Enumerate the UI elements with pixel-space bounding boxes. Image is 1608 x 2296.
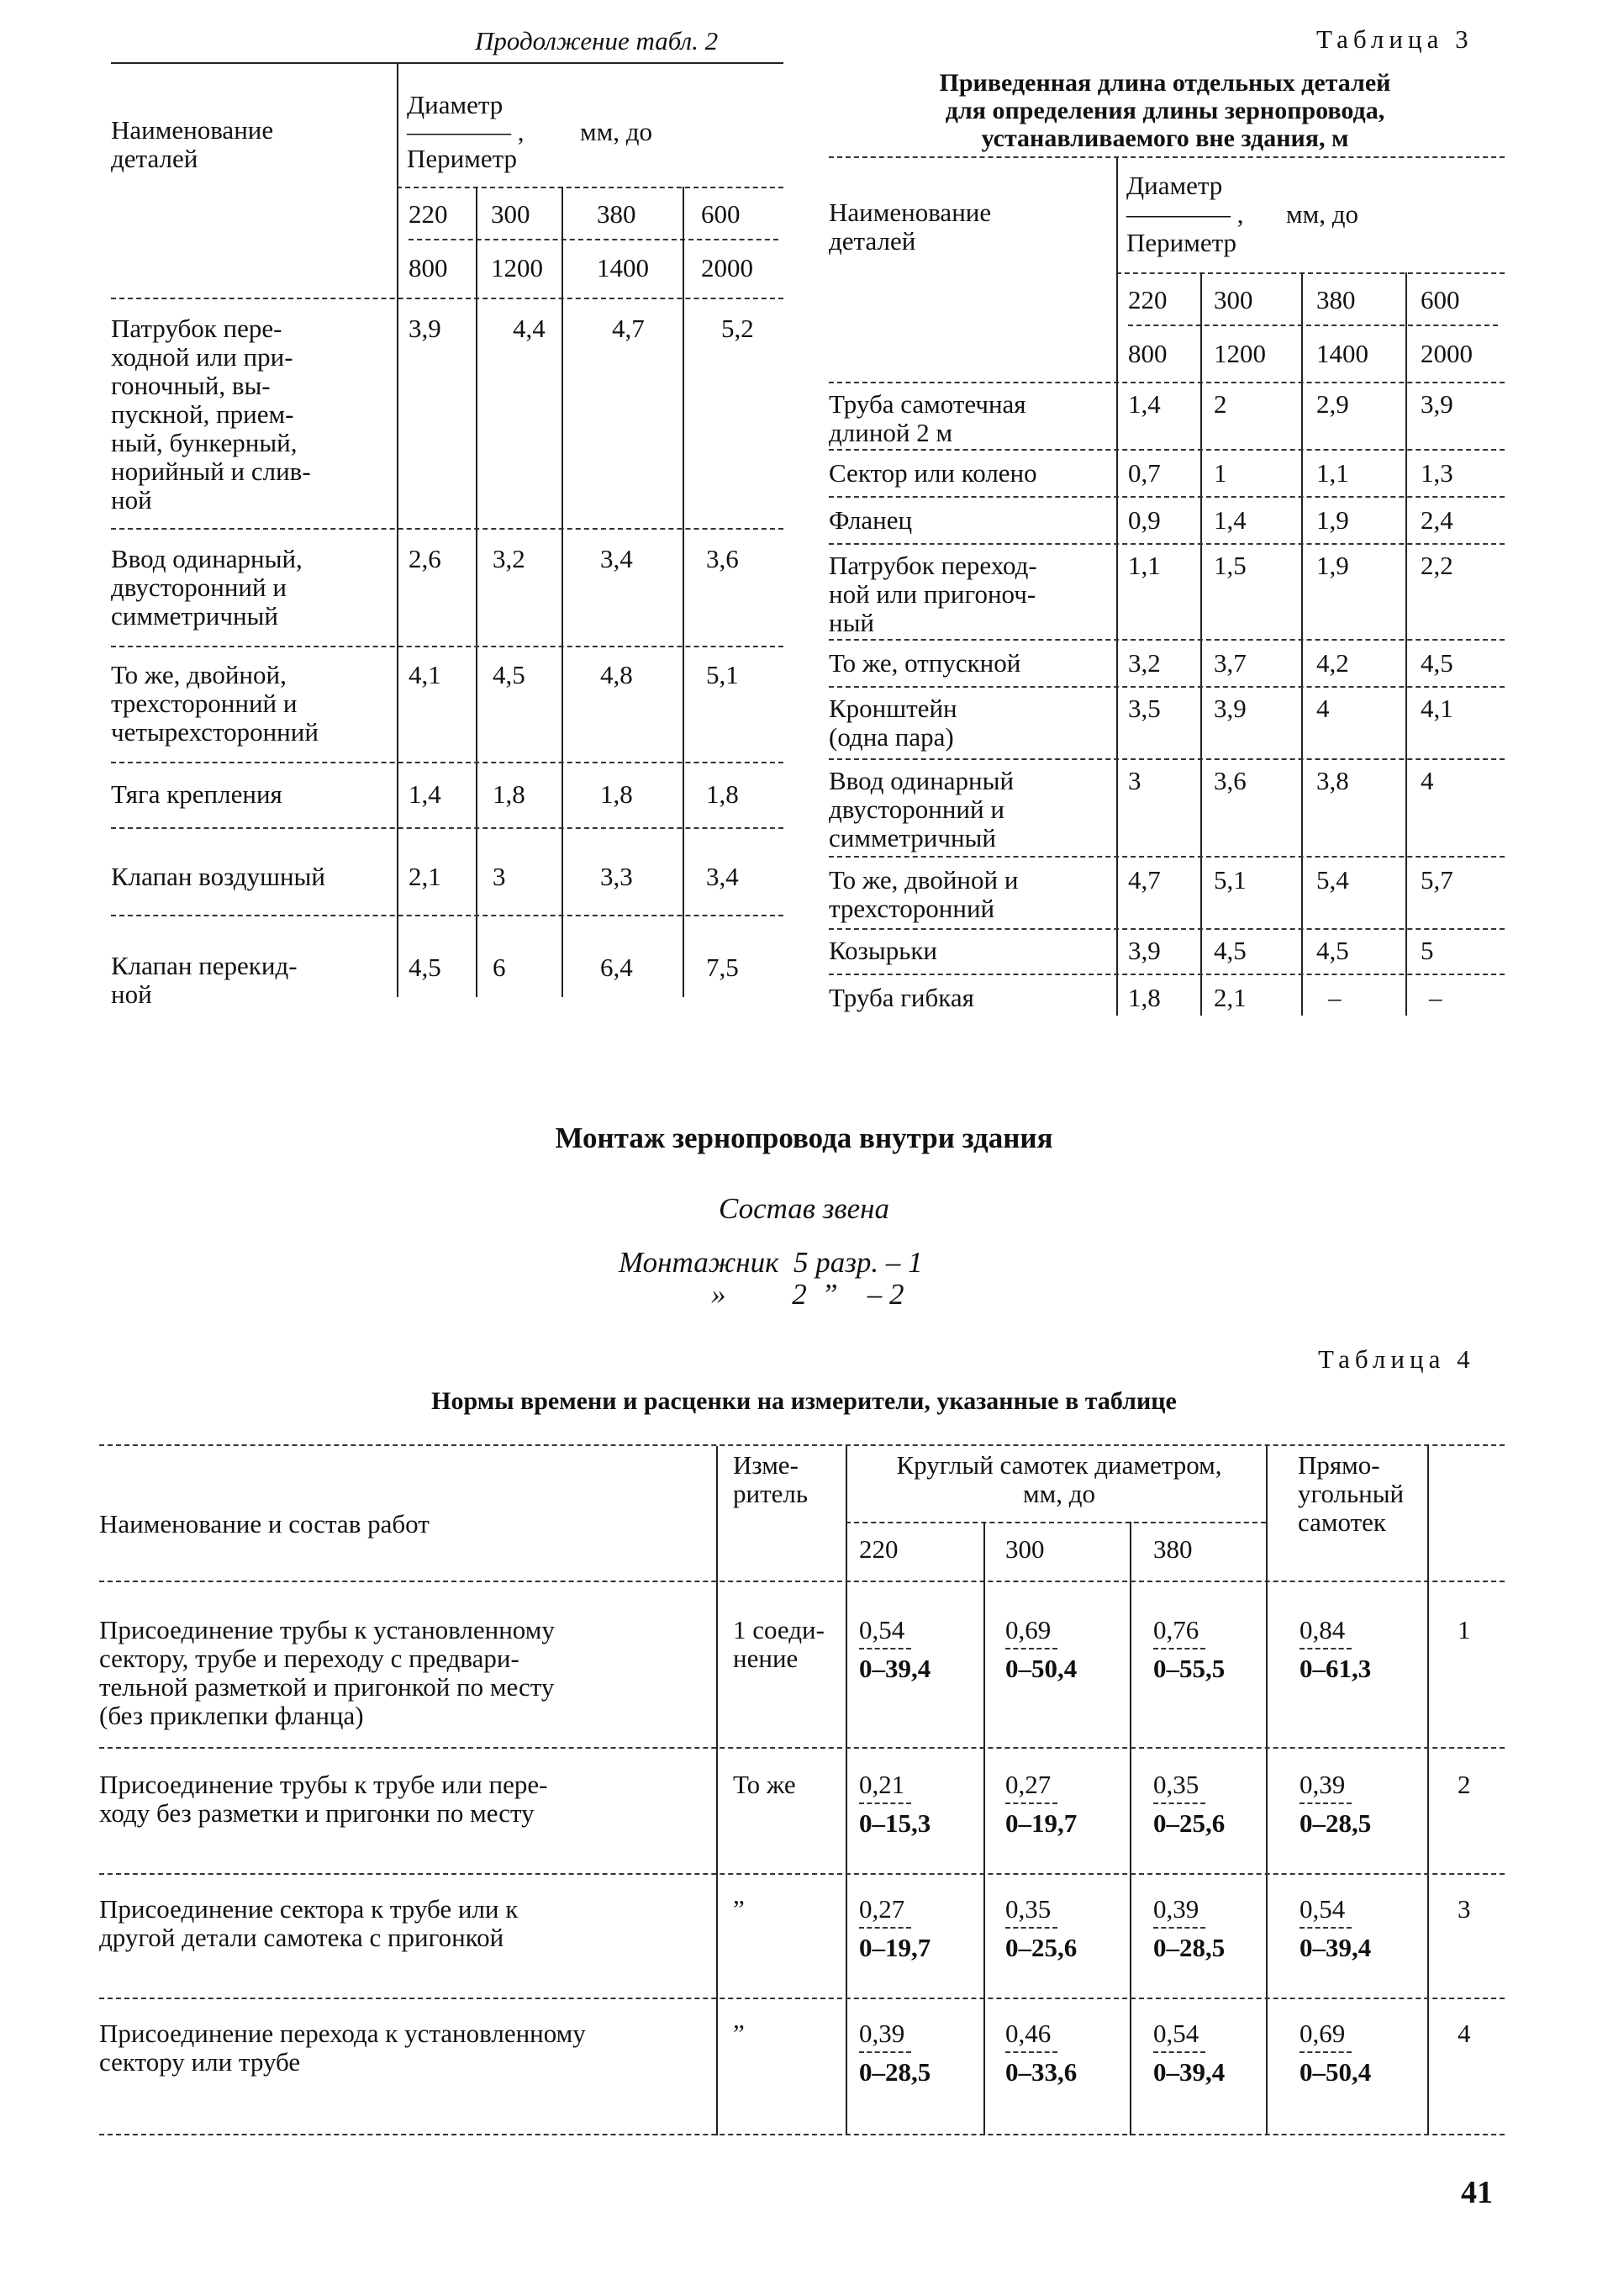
table2-row-sep xyxy=(111,915,783,916)
fraction-bar xyxy=(1153,1927,1205,1929)
table2-p-2000: 2000 xyxy=(701,253,753,282)
table4-vline-6 xyxy=(1427,1446,1429,2135)
table3-cell: 2,9 xyxy=(1316,389,1349,419)
table2-cell: 5,1 xyxy=(706,660,739,689)
table3-d-380: 380 xyxy=(1316,285,1356,314)
table3-header-rule xyxy=(1116,272,1505,274)
table3-p-1400: 1400 xyxy=(1316,339,1368,368)
table3-cell: 4,2 xyxy=(1316,648,1349,678)
table2-perimeter-label: Периметр xyxy=(407,144,518,173)
table4-row-index: 2 xyxy=(1458,1770,1471,1799)
table3-cell: 4,7 xyxy=(1128,865,1161,895)
table4-vline-1 xyxy=(716,1446,718,2135)
table3-vline-1 xyxy=(1116,158,1118,1016)
table3-row-name: Ввод одинарный двусторонний и симметричный xyxy=(829,766,1015,852)
table2-header-rule xyxy=(397,187,783,188)
table3-cell: 3,9 xyxy=(1421,389,1453,419)
table2-cell: 1,4 xyxy=(409,779,441,809)
table4-diam-380: 380 xyxy=(1153,1534,1193,1564)
table4-row-sep xyxy=(99,1873,1505,1875)
table3-cell: 2,1 xyxy=(1214,983,1247,1012)
table3-p-1200: 1200 xyxy=(1214,339,1266,368)
table4-cell xyxy=(1300,1616,1400,1683)
table2-cell: 1,8 xyxy=(600,779,633,809)
table3-cell: 5,7 xyxy=(1421,865,1453,895)
table3-row-name: Козырьки xyxy=(829,936,937,965)
table3-name-header: Наименование деталей xyxy=(829,198,992,256)
table2-d-380: 380 xyxy=(597,199,636,229)
table3-cell: 1 xyxy=(1214,458,1227,488)
rate: 0–61,3 xyxy=(1300,1654,1372,1683)
table3-row-sep xyxy=(829,758,1505,760)
rate: 0–25,6 xyxy=(1005,1933,1078,1962)
table3-d-300: 300 xyxy=(1214,285,1253,314)
table4-round-header: Круглый самотек диаметром, мм, до xyxy=(896,1450,1222,1508)
table4-row-name: Присоединение сектора к трубе или к другой детали самотека с пригонкой xyxy=(99,1894,519,1952)
table2-row-sep xyxy=(111,762,783,763)
table2-vline-2 xyxy=(476,187,477,997)
fraction-bar xyxy=(859,2051,911,2053)
table3-cell: 3,6 xyxy=(1214,766,1247,795)
table4-cell xyxy=(1005,1616,1106,1683)
table4-cell xyxy=(1153,1895,1254,1962)
table3-cell: 1,8 xyxy=(1128,983,1161,1012)
table2-row-name: Ввод одинарный, двусторонний и симметричный xyxy=(111,544,303,631)
table3-cell: 3,5 xyxy=(1128,694,1161,723)
table3-cell: 2,2 xyxy=(1421,551,1453,580)
crew-title: Состав звена xyxy=(718,1192,889,1225)
rate: 0–15,3 xyxy=(859,1808,931,1838)
table2-diameter-label: Диаметр xyxy=(407,90,503,119)
table4-cell xyxy=(859,1616,960,1683)
table4-cell xyxy=(1153,1771,1254,1838)
table3-row-name: Фланец xyxy=(829,505,913,535)
table3-cell: 1,5 xyxy=(1214,551,1247,580)
rate: 0–55,5 xyxy=(1153,1654,1226,1683)
table3-cell: 4 xyxy=(1421,766,1434,795)
section-heading: Монтаж зернопровода внутри здания xyxy=(555,1122,1053,1154)
table3-row-name: Сектор или колено xyxy=(829,458,1037,488)
table3-cell: – xyxy=(1429,983,1442,1012)
fraction-bar xyxy=(1005,1802,1057,1804)
table4-vline-3 xyxy=(983,1522,985,2135)
table4-row-index: 1 xyxy=(1458,1615,1471,1644)
table2-cell: 5,2 xyxy=(721,314,754,343)
rate: 0–39,4 xyxy=(1153,2057,1226,2087)
norm-time: 0,54 xyxy=(1153,2019,1199,2048)
table3-title: Приведенная длина отдельных деталей для определения длины зернопровода, устанавливаемого вне здания, м xyxy=(939,69,1391,152)
table4-cell xyxy=(1153,1616,1254,1683)
norm-time: 0,21 xyxy=(859,1770,905,1799)
table3-dash: ———— , xyxy=(1126,199,1244,229)
fraction-bar xyxy=(1300,2051,1352,2053)
fraction-bar xyxy=(859,1802,911,1804)
table3-perimeter-label: Периметр xyxy=(1126,228,1237,257)
fraction-bar xyxy=(859,1927,911,1929)
table4-row-unit: 1 соеди- нение xyxy=(733,1615,825,1673)
table2-cell: 7,5 xyxy=(706,953,739,982)
norm-time: 0,39 xyxy=(1153,1894,1199,1924)
table3-vline-2 xyxy=(1200,272,1202,1016)
rate: 0–28,5 xyxy=(1300,1808,1372,1838)
table3-cell: 3,7 xyxy=(1214,648,1247,678)
rate: 0–28,5 xyxy=(859,2057,931,2087)
table3-cell: 2,4 xyxy=(1421,505,1453,535)
table3-d-220: 220 xyxy=(1128,285,1168,314)
table4-cell xyxy=(1300,1895,1400,1962)
table2-cell: 4,5 xyxy=(493,660,525,689)
table3-cell: 1,1 xyxy=(1128,551,1161,580)
table4-header-bottom xyxy=(99,1581,1505,1582)
table4-vline-4 xyxy=(1130,1522,1131,2135)
table3-p-2000: 2000 xyxy=(1421,339,1473,368)
table4-row-sep xyxy=(99,1998,1505,1999)
norm-time: 0,27 xyxy=(859,1894,905,1924)
table4-cell xyxy=(1300,1771,1400,1838)
table3-row-name: Патрубок переход- ной или пригоноч- ный xyxy=(829,551,1037,637)
rate: 0–19,7 xyxy=(859,1933,931,1962)
table4-name-header: Наименование и состав работ xyxy=(99,1509,430,1539)
table3-row-name: То же, двойной и трехсторонний xyxy=(829,865,1019,923)
table2-cell: 1,8 xyxy=(706,779,739,809)
table4-diam-220: 220 xyxy=(859,1534,899,1564)
table4-title: Нормы времени и расценки на измерители, указанные в таблице xyxy=(431,1387,1177,1415)
table3-cell: 4,5 xyxy=(1214,936,1247,965)
table2-row-sep xyxy=(111,646,783,647)
table3-row-sep xyxy=(829,686,1505,688)
crew-line-1: Монтажник 5 разр. – 1 xyxy=(619,1246,923,1279)
norm-time: 0,84 xyxy=(1300,1615,1346,1644)
table3-cell: 1,1 xyxy=(1316,458,1349,488)
table3-diameter-label: Диаметр xyxy=(1126,171,1223,200)
table3-cell: 2 xyxy=(1214,389,1227,419)
table4-row-unit: ” xyxy=(733,2019,745,2048)
table3-row-sep xyxy=(829,974,1505,975)
table4-row-unit: ” xyxy=(733,1894,745,1924)
table3-unit: мм, до xyxy=(1286,199,1359,229)
table3-cell: 5 xyxy=(1421,936,1434,965)
fraction-bar xyxy=(1005,1927,1057,1929)
table4-row-index: 4 xyxy=(1458,2019,1471,2048)
table4-rect-header: Прямо- угольный самотек xyxy=(1298,1450,1405,1537)
fraction-bar xyxy=(1153,1648,1205,1649)
table4-cell xyxy=(859,1771,960,1838)
table2-vline-1 xyxy=(397,64,398,997)
table3-cell: 4,5 xyxy=(1421,648,1453,678)
table4-row-name: Присоединение трубы к установленному сектору, трубе и переходу с предвари- тельной разметкой и пригонкой по месту (без приклепки фланца) xyxy=(99,1615,555,1730)
table4-row-unit: То же xyxy=(733,1770,796,1799)
table2-cell: 2,1 xyxy=(409,862,441,891)
table3-cell: 5,1 xyxy=(1214,865,1247,895)
fraction-bar xyxy=(859,1648,911,1649)
table3-d-600: 600 xyxy=(1421,285,1460,314)
norm-time: 0,46 xyxy=(1005,2019,1052,2048)
table2-p-1400: 1400 xyxy=(597,253,649,282)
norm-time: 0,76 xyxy=(1153,1615,1199,1644)
table2-cell: 4,7 xyxy=(612,314,645,343)
table3-size-mid xyxy=(1128,325,1498,326)
table2-d-600: 600 xyxy=(701,199,741,229)
table4-row-sep xyxy=(99,1747,1505,1749)
norm-time: 0,69 xyxy=(1005,1615,1052,1644)
table2-cell: 4,4 xyxy=(513,314,546,343)
table2-row-name: То же, двойной, трехсторонний и четырехсторонний xyxy=(111,660,319,747)
table4-bottom-rule xyxy=(99,2134,1505,2135)
rate: 0–50,4 xyxy=(1300,2057,1372,2087)
table2-p-1200: 1200 xyxy=(491,253,543,282)
table3-row-sep xyxy=(829,449,1505,451)
table2-cell: 3,4 xyxy=(706,862,739,891)
rate: 0–39,4 xyxy=(1300,1933,1372,1962)
table2-row-name: Клапан перекид- ной xyxy=(111,951,298,1009)
table4-top-rule xyxy=(99,1444,1505,1446)
table2-cell: 3,6 xyxy=(706,544,739,573)
rate: 0–28,5 xyxy=(1153,1933,1226,1962)
table2-row-sep xyxy=(111,528,783,530)
table3-cell: 1,4 xyxy=(1128,389,1161,419)
table4-vline-5 xyxy=(1266,1446,1268,2135)
table2-p-800: 800 xyxy=(409,253,448,282)
table3-header-bottom xyxy=(829,382,1505,383)
table3-p-800: 800 xyxy=(1128,339,1168,368)
table3-vline-3 xyxy=(1301,272,1303,1016)
table3-cell: 4 xyxy=(1316,694,1330,723)
norm-time: 0,39 xyxy=(859,2019,905,2048)
table2-cell: 6,4 xyxy=(600,953,633,982)
crew-line-2: » 2 ” – 2 xyxy=(711,1278,904,1311)
table2-row-sep xyxy=(111,827,783,829)
table2-d-300: 300 xyxy=(491,199,530,229)
fraction-bar xyxy=(1005,1648,1057,1649)
fraction-bar xyxy=(1153,2051,1205,2053)
table3-cell: 1,9 xyxy=(1316,551,1349,580)
table4-cell xyxy=(1153,2019,1254,2087)
table4-cell xyxy=(1005,1895,1106,1962)
table3-cell: 3,9 xyxy=(1128,936,1161,965)
table3-row-name: То же, отпускной xyxy=(829,648,1021,678)
table3-cell: 0,7 xyxy=(1128,458,1161,488)
table2-top-rule xyxy=(111,62,783,64)
norm-time: 0,39 xyxy=(1300,1770,1346,1799)
table4-diam-300: 300 xyxy=(1005,1534,1045,1564)
table2-row-name: Патрубок пере- ходной или при- гоночный, вы- пускной, прием- ный, бункерный, норийный и слив- ной xyxy=(111,314,311,515)
table3-cell: 1,4 xyxy=(1214,505,1247,535)
table3-row-sep xyxy=(829,496,1505,498)
table4-cell xyxy=(859,2019,960,2087)
table2-cell: 4,8 xyxy=(600,660,633,689)
table4-cell xyxy=(1005,2019,1106,2087)
table2-d-220: 220 xyxy=(409,199,448,229)
table3-cell: 1,3 xyxy=(1421,458,1453,488)
table2-cell: 2,6 xyxy=(409,544,441,573)
table3-row-name: Кронштейн (одна пара) xyxy=(829,694,957,752)
table2-name-header: Наименование деталей xyxy=(111,115,274,173)
table2-dash: ———— , xyxy=(407,117,525,146)
table2-size-mid xyxy=(409,239,778,240)
table3-cell: 4,5 xyxy=(1316,936,1349,965)
rate: 0–19,7 xyxy=(1005,1808,1078,1838)
table4-row-name: Присоединение перехода к установленному сектору или трубе xyxy=(99,2019,586,2077)
table2-cell: 4,1 xyxy=(409,660,441,689)
table2-row-name: Тяга крепления xyxy=(111,779,282,809)
norm-time: 0,35 xyxy=(1005,1894,1052,1924)
fraction-bar xyxy=(1300,1927,1352,1929)
table4-cell xyxy=(859,1895,960,1962)
table4-vline-2 xyxy=(846,1446,847,2135)
norm-time: 0,54 xyxy=(1300,1894,1346,1924)
table3-vline-4 xyxy=(1405,272,1407,1016)
table3-cell: 5,4 xyxy=(1316,865,1349,895)
fraction-bar xyxy=(1300,1648,1352,1649)
table3-row-sep xyxy=(829,856,1505,858)
table2-caption: Продолжение табл. 2 xyxy=(475,26,719,55)
table2-cell: 6 xyxy=(493,953,506,982)
table4-row-name: Присоединение трубы к трубе или пере- ходу без разметки и пригонки по месту xyxy=(99,1770,548,1828)
table2-vline-3 xyxy=(561,187,563,997)
norm-time: 0,27 xyxy=(1005,1770,1052,1799)
page-number: 41 xyxy=(1461,2175,1493,2210)
table2-row-name: Клапан воздушный xyxy=(111,862,325,891)
table2-cell: 3,3 xyxy=(600,862,633,891)
table2-cell: 3,2 xyxy=(493,544,525,573)
rate: 0–50,4 xyxy=(1005,1654,1078,1683)
table3-top-rule xyxy=(829,156,1505,158)
table3-row-sep xyxy=(829,543,1505,545)
norm-time: 0,54 xyxy=(859,1615,905,1644)
table3-cell: 0,9 xyxy=(1128,505,1161,535)
norm-time: 0,35 xyxy=(1153,1770,1199,1799)
fraction-bar xyxy=(1300,1802,1352,1804)
table3-label: Таблица 3 xyxy=(1316,24,1474,54)
table2-cell: 4,5 xyxy=(409,953,441,982)
table3-row-sep xyxy=(829,639,1505,641)
table4-diam-rule xyxy=(846,1522,1266,1523)
norm-time: 0,69 xyxy=(1300,2019,1346,2048)
table3-cell: 3,2 xyxy=(1128,648,1161,678)
rate: 0–25,6 xyxy=(1153,1808,1226,1838)
table3-row-name: Труба гибкая xyxy=(829,983,974,1012)
table2-cell: 3 xyxy=(493,862,506,891)
rate: 0–39,4 xyxy=(859,1654,931,1683)
fraction-bar xyxy=(1005,2051,1057,2053)
table3-cell: 3,9 xyxy=(1214,694,1247,723)
fraction-bar xyxy=(1153,1802,1205,1804)
table3-row-name: Труба самотечная длиной 2 м xyxy=(829,389,1026,447)
table2-cell: 3,4 xyxy=(600,544,633,573)
table3-cell: 1,9 xyxy=(1316,505,1349,535)
table3-cell: 4,1 xyxy=(1421,694,1453,723)
table2-unit: мм, до xyxy=(580,117,653,146)
table3-cell: – xyxy=(1328,983,1342,1012)
table4-unit-header: Изме- ритель xyxy=(733,1450,809,1508)
rate: 0–33,6 xyxy=(1005,2057,1078,2087)
table2-vline-4 xyxy=(683,187,684,997)
table3-cell: 3,8 xyxy=(1316,766,1349,795)
table3-row-sep xyxy=(829,928,1505,930)
table4-cell xyxy=(1300,2019,1400,2087)
table4-cell xyxy=(1005,1771,1106,1838)
table2-cell: 3,9 xyxy=(409,314,441,343)
table2-cell: 1,8 xyxy=(493,779,525,809)
table4-row-index: 3 xyxy=(1458,1894,1471,1924)
table3-cell: 3 xyxy=(1128,766,1141,795)
table4-label: Таблица 4 xyxy=(1318,1344,1475,1374)
